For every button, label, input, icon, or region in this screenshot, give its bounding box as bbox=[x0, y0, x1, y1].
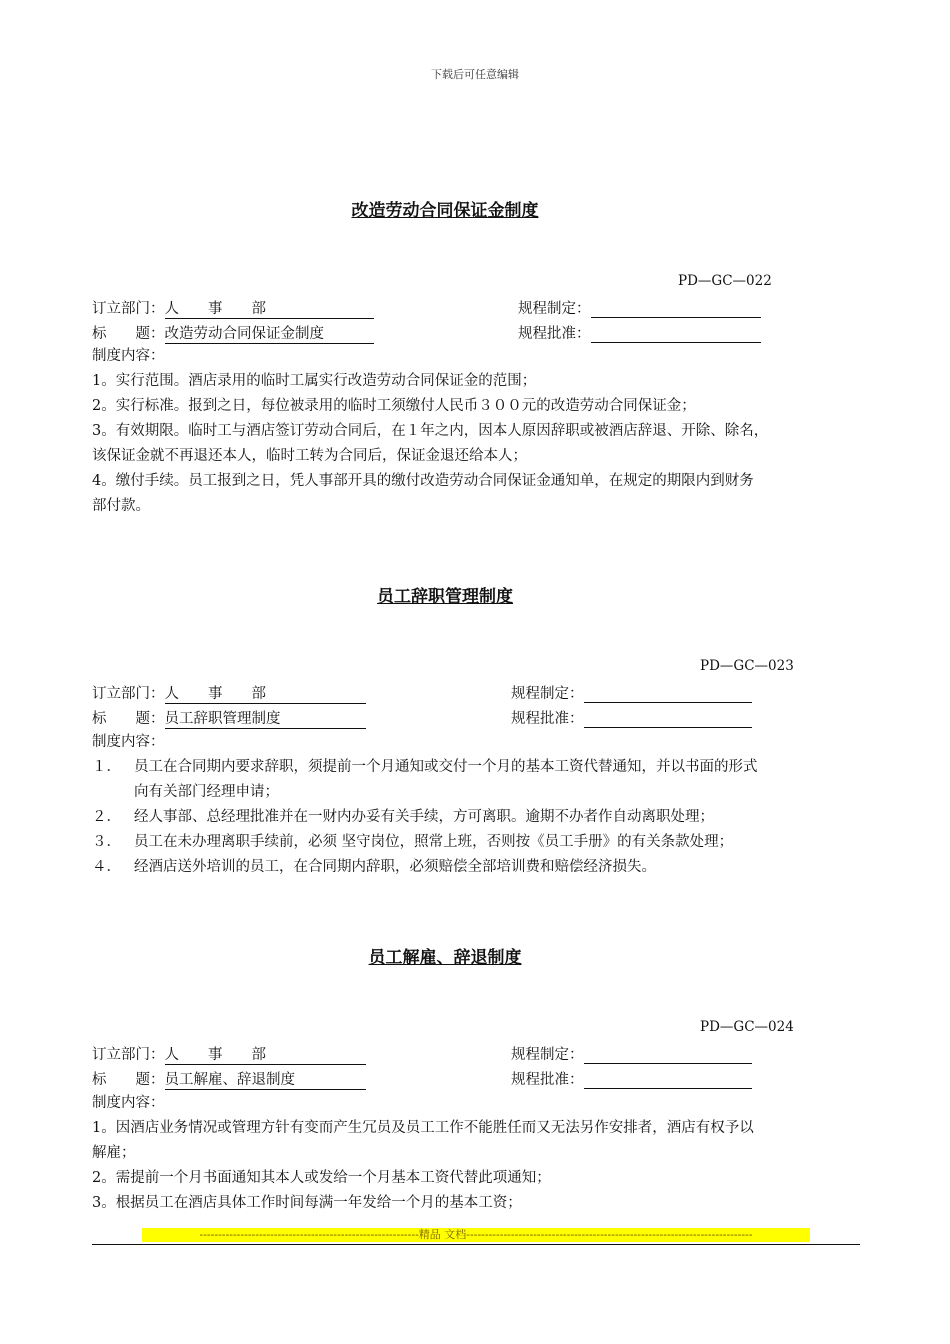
item-number: １． bbox=[92, 759, 121, 775]
dept-label: 订立部门： bbox=[92, 686, 165, 702]
list-item bbox=[92, 830, 758, 855]
rule-approve-label: 规程批准： bbox=[518, 326, 591, 342]
rule-approve-label: 规程批准： bbox=[511, 1072, 584, 1088]
section-2-rule-made-row bbox=[511, 682, 752, 703]
item-text: 员工在合同期内要求辞职，须提前一个月通知或交付一个月的基本工资代替通知，并以书面的形式 bbox=[134, 759, 758, 775]
list-item: 2。需提前一个月书面通知其本人或发给一个月基本工资代替此项通知； bbox=[92, 1170, 551, 1186]
item-text: 经人事部、总经理批准并在一财内办妥有关手续，方可离职。逾期不办者作自动离职处理； bbox=[134, 809, 714, 825]
section-1-title: 改造劳动合同保证金制度 bbox=[351, 201, 539, 221]
section-3-code: PD—GC—024 bbox=[700, 1019, 794, 1035]
dept-label: 订立部门： bbox=[92, 1047, 165, 1063]
dept-value: 人 事 部 bbox=[165, 301, 374, 319]
content-label: 制度内容： bbox=[92, 1095, 165, 1111]
list-item: 2。实行标准。报到之日，每位被录用的临时工须缴付人民币３００元的改造劳动合同保证金； bbox=[92, 398, 696, 414]
footer-rule bbox=[92, 1244, 860, 1245]
list-item: 1。因酒店业务情况或管理方针有变而产生冗员及员工工作不能胜任而又无法另作安排者，酒店有权予以 bbox=[92, 1120, 754, 1136]
section-1-code: PD—GC—022 bbox=[678, 273, 772, 289]
rule-made-field bbox=[584, 1047, 752, 1064]
list-item bbox=[92, 755, 758, 780]
section-3-rule-made-row bbox=[511, 1043, 752, 1064]
section-1-rule-made-row bbox=[518, 297, 761, 318]
section-2-title: 员工辞职管理制度 bbox=[377, 587, 513, 607]
title-label: 标 题： bbox=[92, 1072, 165, 1088]
rule-approve-label: 规程批准： bbox=[511, 711, 584, 727]
section-2-title-row bbox=[92, 707, 366, 729]
item-text: 经酒店送外培训的员工，在合同期内辞职，必须赔偿全部培训费和赔偿经济损失。 bbox=[134, 859, 656, 875]
title-label: 标 题： bbox=[92, 326, 165, 342]
list-item: 4。缴付手续。员工报到之日，凭人事部开具的缴付改造劳动合同保证金通知单，在规定的期限内到财务 bbox=[92, 473, 754, 489]
rule-made-label: 规程制定： bbox=[511, 686, 584, 702]
section-2-dept-row bbox=[92, 682, 366, 704]
list-item: 解雇； bbox=[92, 1145, 136, 1161]
footer-banner: -----------------------------------------------------------精品 文档----------------------------------------------------------------------------- bbox=[142, 1228, 810, 1242]
section-2-rule-approve-row bbox=[511, 707, 752, 728]
list-item bbox=[92, 855, 758, 880]
section-1-dept-row bbox=[92, 297, 374, 319]
rule-approve-field bbox=[584, 711, 752, 728]
title-label: 标 题： bbox=[92, 711, 165, 727]
rule-made-field bbox=[584, 686, 752, 703]
rule-made-label: 规程制定： bbox=[511, 1047, 584, 1063]
section-3-title: 员工解雇、辞退制度 bbox=[368, 948, 522, 968]
item-number: ３． bbox=[92, 834, 121, 850]
rule-made-label: 规程制定： bbox=[518, 301, 591, 317]
item-text: 员工在未办理离职手续前，必须 坚守岗位，照常上班，否则按《员工手册》的有关条款处理； bbox=[134, 834, 734, 850]
section-1-rule-approve-row bbox=[518, 322, 761, 343]
list-item: 3。有效期限。临时工与酒店签订劳动合同后，在１年之内，因本人原因辞职或被酒店辞退、开除、除名， bbox=[92, 423, 769, 439]
section-3-dept-row bbox=[92, 1043, 366, 1065]
list-item: 该保证金就不再退还本人，临时工转为合同后，保证金退还给本人； bbox=[92, 448, 527, 464]
section-1-title-row bbox=[92, 322, 374, 344]
section-3-title-row bbox=[92, 1068, 366, 1090]
list-item bbox=[92, 780, 758, 805]
rule-made-field bbox=[591, 301, 761, 318]
list-item bbox=[92, 805, 758, 830]
rule-approve-field bbox=[591, 326, 761, 343]
item-number: ２． bbox=[92, 809, 121, 825]
item-text: 向有关部门经理申请； bbox=[134, 784, 279, 800]
dept-label: 订立部门： bbox=[92, 301, 165, 317]
section-2-code: PD—GC—023 bbox=[700, 658, 794, 674]
list-item: 1。实行范围。酒店录用的临时工属实行改造劳动合同保证金的范围； bbox=[92, 373, 537, 389]
title-value: 员工解雇、辞退制度 bbox=[165, 1072, 366, 1090]
header-note: 下载后可任意编辑 bbox=[431, 68, 519, 81]
list-item: 3。根据员工在酒店具体工作时间每满一年发给一个月的基本工资； bbox=[92, 1195, 522, 1211]
section-2-content bbox=[92, 730, 758, 880]
item-number: ４． bbox=[92, 859, 121, 875]
rule-approve-field bbox=[584, 1072, 752, 1089]
title-value: 员工辞职管理制度 bbox=[165, 711, 366, 729]
list-item: 部付款。 bbox=[92, 498, 150, 514]
section-3-rule-approve-row bbox=[511, 1068, 752, 1089]
content-label: 制度内容： bbox=[92, 348, 165, 364]
content-label: 制度内容： bbox=[92, 734, 165, 750]
dept-value: 人 事 部 bbox=[165, 686, 366, 704]
section-3-content bbox=[92, 1091, 754, 1216]
dept-value: 人 事 部 bbox=[165, 1047, 366, 1065]
title-value: 改造劳动合同保证金制度 bbox=[165, 326, 374, 344]
section-1-content bbox=[92, 344, 768, 519]
